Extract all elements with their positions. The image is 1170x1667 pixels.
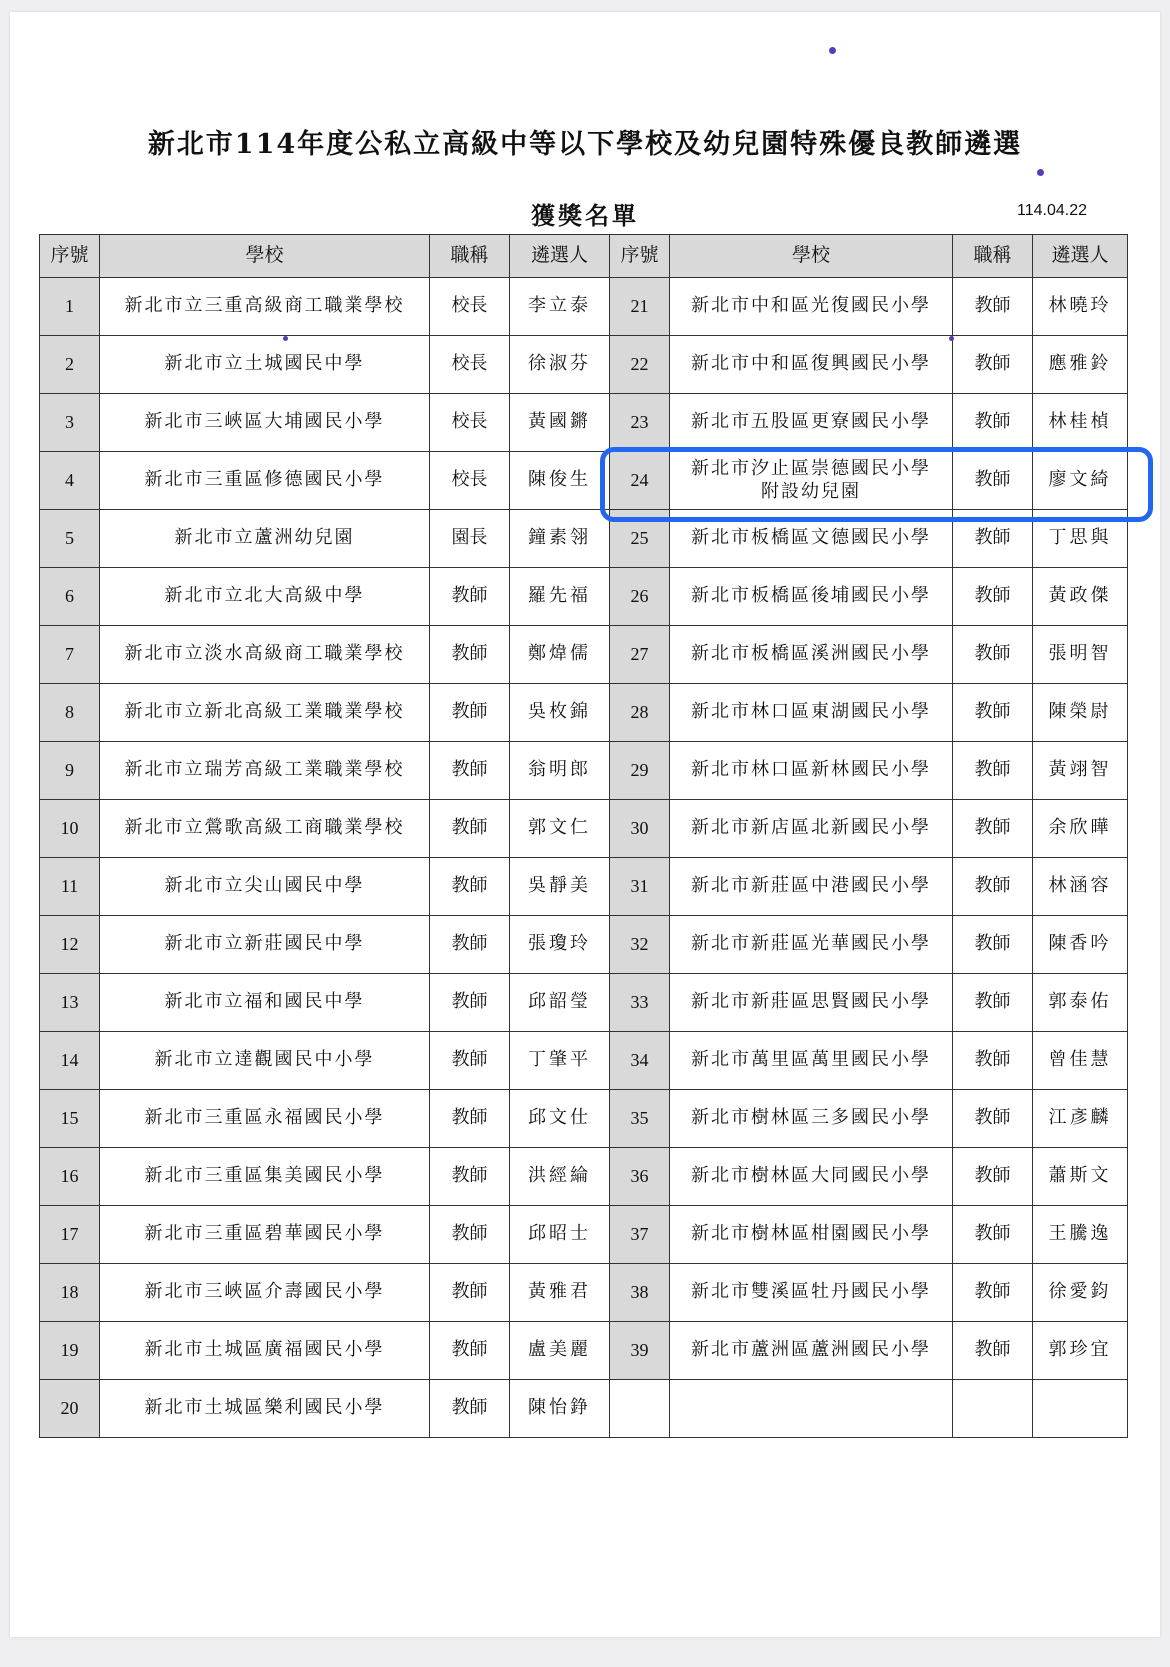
school-name: 新北市土城區廣福國民小學 (100, 1322, 430, 1380)
row-index: 29 (610, 742, 670, 800)
awardee-name: 吳枚錦 (510, 684, 610, 742)
row-index: 34 (610, 1032, 670, 1090)
awardee-name: 張明智 (1033, 626, 1128, 684)
row-index: 21 (610, 278, 670, 336)
position-title: 教師 (953, 394, 1033, 452)
position-title: 教師 (430, 974, 510, 1032)
header-position: 職稱 (430, 235, 510, 278)
awardee-name: 郭文仁 (510, 800, 610, 858)
row-index: 30 (610, 800, 670, 858)
table-row (40, 1148, 1128, 1206)
position-title: 教師 (430, 858, 510, 916)
row-index: 35 (610, 1090, 670, 1148)
row-index: 2 (40, 336, 100, 394)
highlight-box (600, 447, 1153, 522)
table-row (40, 1264, 1128, 1322)
header-name: 遴選人 (510, 235, 610, 278)
school-name: 新北市三重區永福國民小學 (100, 1090, 430, 1148)
school-name: 新北市新莊區中港國民小學 (670, 858, 953, 916)
table-row (40, 626, 1128, 684)
position-title: 校長 (430, 278, 510, 336)
row-index: 20 (40, 1380, 100, 1438)
school-name: 新北市立福和國民中學 (100, 974, 430, 1032)
school-name: 新北市立瑞芳高級工業職業學校 (100, 742, 430, 800)
school-name: 新北市三峽區大埔國民小學 (100, 394, 430, 452)
position-title: 教師 (953, 1090, 1033, 1148)
awardee-name: 張瓊玲 (510, 916, 610, 974)
header-school: 學校 (100, 235, 430, 278)
awardee-name: 廖文綺 (1033, 452, 1128, 510)
row-index: 15 (40, 1090, 100, 1148)
awardee-name: 陳香吟 (1033, 916, 1128, 974)
position-title: 教師 (430, 1090, 510, 1148)
row-index: 22 (610, 336, 670, 394)
row-index: 9 (40, 742, 100, 800)
school-name: 新北市五股區更寮國民小學 (670, 394, 953, 452)
school-name: 新北市三重區集美國民小學 (100, 1148, 430, 1206)
position-title: 教師 (953, 974, 1033, 1032)
school-name: 新北市三峽區介壽國民小學 (100, 1264, 430, 1322)
awardee-name: 黃翊智 (1033, 742, 1128, 800)
school-name: 新北市林口區東湖國民小學 (670, 684, 953, 742)
row-index: 19 (40, 1322, 100, 1380)
row-index: 17 (40, 1206, 100, 1264)
awardee-name: 李立泰 (510, 278, 610, 336)
position-title: 教師 (430, 568, 510, 626)
school-name: 新北市立三重高級商工職業學校 (100, 278, 430, 336)
awardee-name: 陳俊生 (510, 452, 610, 510)
school-name: 新北市立土城國民中學 (100, 336, 430, 394)
school-name: 新北市樹林區三多國民小學 (670, 1090, 953, 1148)
position-title: 教師 (953, 800, 1033, 858)
position-title: 教師 (953, 1032, 1033, 1090)
position-title: 教師 (953, 1322, 1033, 1380)
school-name: 新北市立新莊國民中學 (100, 916, 430, 974)
table-row (40, 858, 1128, 916)
awardee-name: 林桂楨 (1033, 394, 1128, 452)
school-name: 新北市立尖山國民中學 (100, 858, 430, 916)
position-title: 教師 (953, 742, 1033, 800)
position-title: 園長 (430, 510, 510, 568)
position-title: 教師 (953, 278, 1033, 336)
school-name: 新北市樹林區大同國民小學 (670, 1148, 953, 1206)
awardee-name: 曾佳慧 (1033, 1032, 1128, 1090)
annotation-dot (283, 336, 288, 341)
awardee-name: 鐘素翎 (510, 510, 610, 568)
annotation-dot (949, 336, 954, 341)
empty-cell (953, 1380, 1033, 1438)
school-name: 新北市立達觀國民中小學 (100, 1032, 430, 1090)
row-index: 1 (40, 278, 100, 336)
awardee-name: 翁明郎 (510, 742, 610, 800)
position-title: 教師 (430, 1264, 510, 1322)
row-index: 7 (40, 626, 100, 684)
position-title: 教師 (430, 1380, 510, 1438)
row-index: 33 (610, 974, 670, 1032)
table-row (40, 278, 1128, 336)
school-name: 新北市中和區復興國民小學 (670, 336, 953, 394)
school-name-line: 新北市汐止區崇德國民小學 (691, 458, 931, 479)
position-title: 教師 (953, 452, 1033, 510)
empty-cell (610, 1380, 670, 1438)
row-index: 14 (40, 1032, 100, 1090)
school-name: 新北市板橋區文德國民小學 (670, 510, 953, 568)
table-row (40, 684, 1128, 742)
school-name: 新北市板橋區後埔國民小學 (670, 568, 953, 626)
awardee-name: 丁思與 (1033, 510, 1128, 568)
position-title: 教師 (430, 1206, 510, 1264)
row-index: 12 (40, 916, 100, 974)
awardee-name: 丁肇平 (510, 1032, 610, 1090)
awardee-name: 郭珍宜 (1033, 1322, 1128, 1380)
annotation-dot (1037, 169, 1044, 176)
row-index: 31 (610, 858, 670, 916)
empty-cell (1033, 1380, 1128, 1438)
table-row (40, 1206, 1128, 1264)
row-index: 4 (40, 452, 100, 510)
position-title: 教師 (953, 568, 1033, 626)
position-title: 教師 (430, 916, 510, 974)
school-name: 新北市新店區北新國民小學 (670, 800, 953, 858)
awardee-name: 鄭煒儒 (510, 626, 610, 684)
school-name: 新北市中和區光復國民小學 (670, 278, 953, 336)
school-name: 新北市板橋區溪洲國民小學 (670, 626, 953, 684)
awardee-name: 盧美麗 (510, 1322, 610, 1380)
school-name: 新北市萬里區萬里國民小學 (670, 1032, 953, 1090)
position-title: 校長 (430, 394, 510, 452)
position-title: 教師 (953, 336, 1033, 394)
position-title: 教師 (953, 1264, 1033, 1322)
table-row (40, 1322, 1128, 1380)
position-title: 校長 (430, 452, 510, 510)
awardee-name: 陳怡錚 (510, 1380, 610, 1438)
row-index: 26 (610, 568, 670, 626)
row-index: 32 (610, 916, 670, 974)
awardee-name: 洪經綸 (510, 1148, 610, 1206)
awardee-name: 余欣曄 (1033, 800, 1128, 858)
position-title: 教師 (953, 858, 1033, 916)
awardee-name: 蕭斯文 (1033, 1148, 1128, 1206)
awardee-name: 郭泰佑 (1033, 974, 1128, 1032)
row-index: 28 (610, 684, 670, 742)
school-name: 新北市蘆洲區蘆洲國民小學 (670, 1322, 953, 1380)
row-index: 5 (40, 510, 100, 568)
school-name: 新北市立新北高級工業職業學校 (100, 684, 430, 742)
awardee-name: 邱文仕 (510, 1090, 610, 1148)
header-name: 遴選人 (1033, 235, 1128, 278)
awardee-name: 徐淑芬 (510, 336, 610, 394)
school-name: 新北市立蘆洲幼兒園 (100, 510, 430, 568)
table-row (40, 1032, 1128, 1090)
position-title: 教師 (953, 916, 1033, 974)
header-index: 序號 (40, 235, 100, 278)
position-title: 教師 (953, 1206, 1033, 1264)
table-row (40, 800, 1128, 858)
awardee-name: 羅先福 (510, 568, 610, 626)
awardee-name: 邱韶瑩 (510, 974, 610, 1032)
school-name: 新北市新莊區光華國民小學 (670, 916, 953, 974)
school-name: 新北市三重區修德國民小學 (100, 452, 430, 510)
table-row (40, 1380, 1128, 1438)
school-name: 新北市三重區碧華國民小學 (100, 1206, 430, 1264)
awardee-name: 吳靜美 (510, 858, 610, 916)
row-index: 27 (610, 626, 670, 684)
position-title: 教師 (953, 1148, 1033, 1206)
school-name: 新北市林口區新林國民小學 (670, 742, 953, 800)
awardee-name: 邱昭士 (510, 1206, 610, 1264)
document-date: 114.04.22 (1017, 202, 1087, 219)
row-index: 36 (610, 1148, 670, 1206)
row-index: 37 (610, 1206, 670, 1264)
school-name: 新北市新莊區思賢國民小學 (670, 974, 953, 1032)
header-index: 序號 (610, 235, 670, 278)
position-title: 教師 (953, 626, 1033, 684)
table-row (40, 568, 1128, 626)
row-index: 24 (610, 452, 670, 510)
position-title: 教師 (430, 1322, 510, 1380)
row-index: 16 (40, 1148, 100, 1206)
row-index: 23 (610, 394, 670, 452)
school-name: 新北市土城區樂利國民小學 (100, 1380, 430, 1438)
table-row (40, 916, 1128, 974)
annotation-dot (829, 47, 836, 54)
position-title: 教師 (430, 742, 510, 800)
awardee-name: 陳榮尉 (1033, 684, 1128, 742)
awardee-name: 黃政傑 (1033, 568, 1128, 626)
award-table (39, 234, 1128, 1438)
awardee-name: 黃雅君 (510, 1264, 610, 1322)
position-title: 教師 (430, 1032, 510, 1090)
position-title: 教師 (430, 1148, 510, 1206)
school-name: 新北市立北大高級中學 (100, 568, 430, 626)
awardee-name: 黃國鏘 (510, 394, 610, 452)
row-index: 6 (40, 568, 100, 626)
table-row (40, 394, 1128, 452)
table-header-row (40, 235, 1128, 278)
header-school: 學校 (670, 235, 953, 278)
position-title: 教師 (953, 510, 1033, 568)
position-title: 教師 (430, 626, 510, 684)
school-name-line: 附設幼兒園 (761, 480, 861, 502)
document-title: 新北市114年度公私立高級中等以下學校及幼兒園特殊優良教師遴選 (147, 129, 1023, 160)
school-name: 新北市雙溪區牡丹國民小學 (670, 1264, 953, 1322)
awardee-name: 應雅鈴 (1033, 336, 1128, 394)
table-row (40, 1090, 1128, 1148)
awardee-name: 江彥麟 (1033, 1090, 1128, 1148)
header-position: 職稱 (953, 235, 1033, 278)
awardee-name: 徐愛鈞 (1033, 1264, 1128, 1322)
table-row (40, 336, 1128, 394)
row-index: 8 (40, 684, 100, 742)
table-row (40, 974, 1128, 1032)
school-name: 新北市立鶯歌高級工商職業學校 (100, 800, 430, 858)
row-index: 39 (610, 1322, 670, 1380)
awardee-name: 林涵容 (1033, 858, 1128, 916)
school-name: 新北市樹林區柑園國民小學 (670, 1206, 953, 1264)
row-index: 38 (610, 1264, 670, 1322)
row-index: 11 (40, 858, 100, 916)
row-index: 25 (610, 510, 670, 568)
table-row (40, 742, 1128, 800)
row-index: 13 (40, 974, 100, 1032)
row-index: 18 (40, 1264, 100, 1322)
position-title: 教師 (430, 800, 510, 858)
row-index: 10 (40, 800, 100, 858)
position-title: 教師 (953, 684, 1033, 742)
position-title: 教師 (430, 684, 510, 742)
position-title: 校長 (430, 336, 510, 394)
awardee-name: 王騰逸 (1033, 1206, 1128, 1264)
awardee-name: 林曉玲 (1033, 278, 1128, 336)
school-name: 新北市立淡水高級商工職業學校 (100, 626, 430, 684)
document-subtitle: 獲獎名單 (531, 201, 639, 230)
row-index: 3 (40, 394, 100, 452)
empty-cell (670, 1380, 953, 1438)
